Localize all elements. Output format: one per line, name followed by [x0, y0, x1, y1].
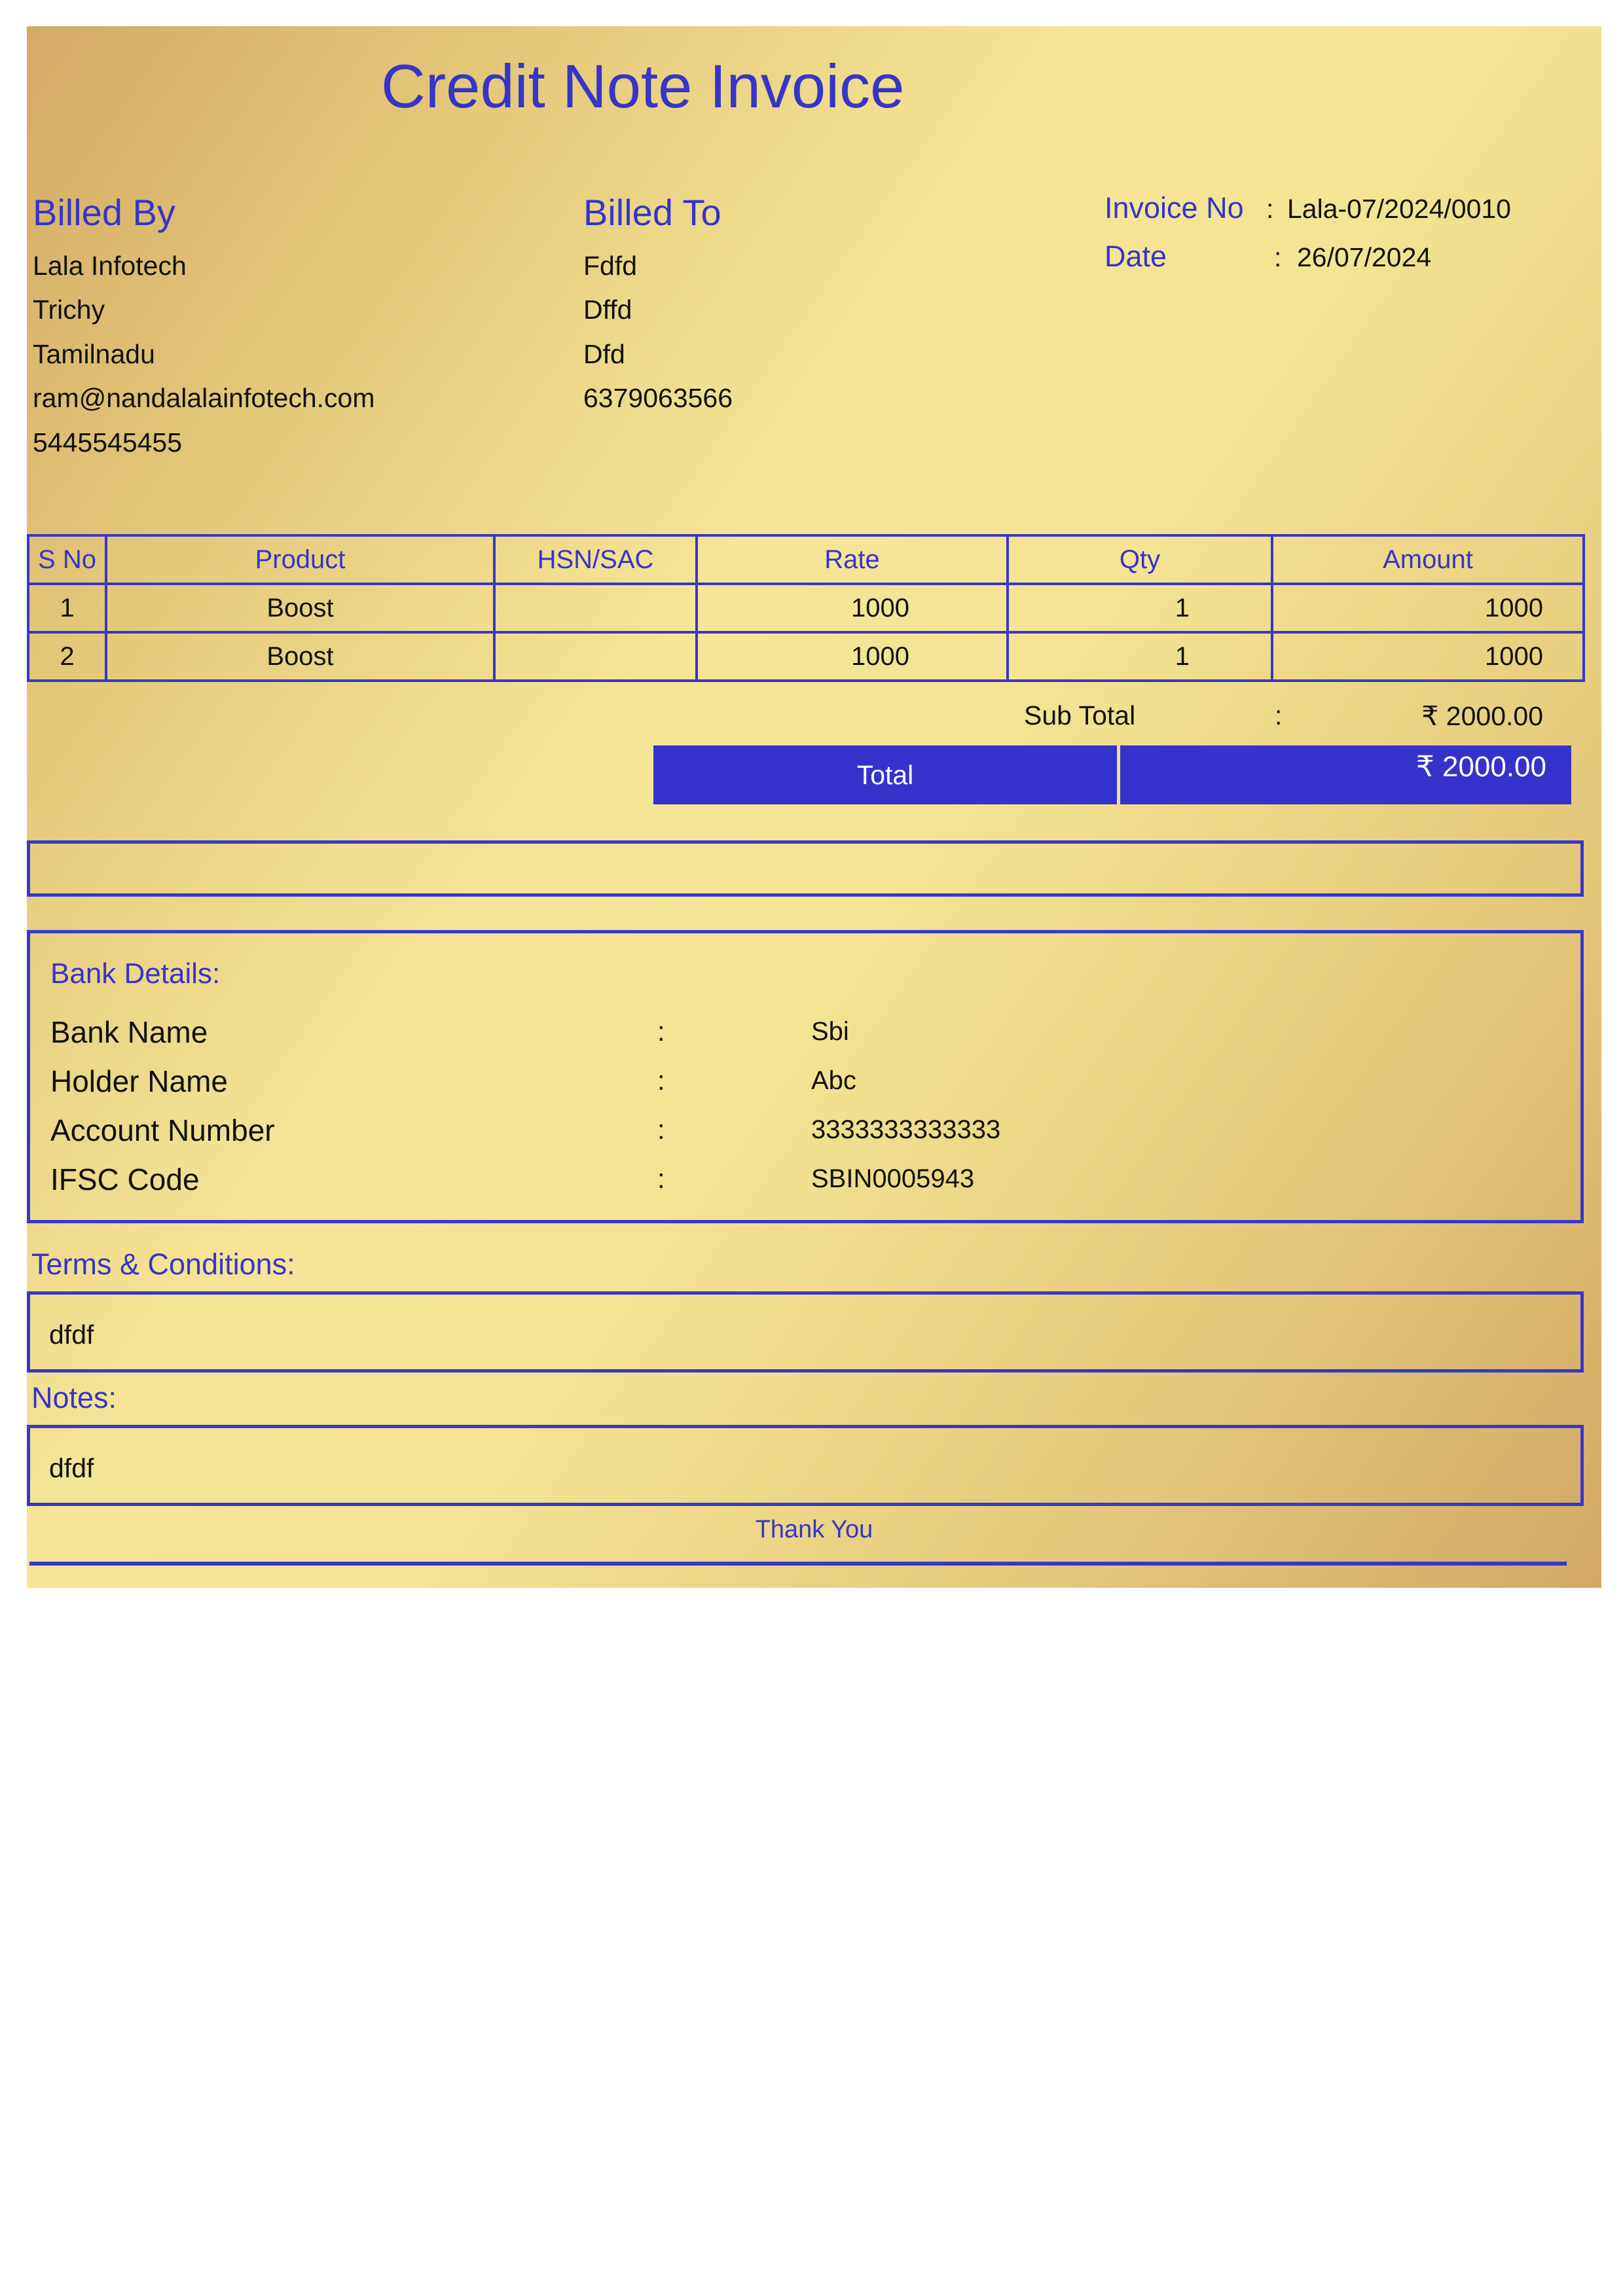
header-rate: Rate — [697, 535, 1008, 584]
billed-by-heading: Billed By — [33, 192, 175, 233]
cell-rate: 1000 — [697, 632, 1008, 681]
terms-box — [27, 1291, 1584, 1372]
cell-qty: 1 — [1008, 632, 1272, 681]
invoice-no-label: Invoice No — [1104, 191, 1244, 224]
cell-product: Boost — [106, 584, 494, 632]
terms-text: dfdf — [49, 1319, 94, 1350]
date-colon: : — [1274, 242, 1282, 272]
total-value-cell: ₹ 2000.00 — [1120, 745, 1571, 804]
notes-heading: Notes: — [31, 1381, 117, 1414]
cell-rate: 1000 — [697, 584, 1008, 632]
ifsc-code-colon: : — [657, 1163, 665, 1194]
footer-divider — [29, 1562, 1567, 1566]
bank-name-value: Sbi — [811, 1017, 849, 1046]
cell-hsn-sac — [494, 584, 697, 632]
subtotal-label: Sub Total — [1024, 700, 1136, 730]
billed-to-phone: 6379063566 — [583, 383, 733, 413]
items-table — [27, 534, 1585, 682]
holder-name-colon: : — [657, 1065, 665, 1096]
billed-to-heading: Billed To — [583, 192, 721, 233]
notes-box — [27, 1425, 1584, 1506]
table-header-row — [28, 535, 1584, 584]
blank-info-box — [27, 840, 1584, 897]
table-row — [28, 584, 1584, 632]
cell-sno: 1 — [28, 584, 106, 632]
billed-to-name: Fdfd — [583, 251, 638, 281]
header-amount: Amount — [1272, 535, 1584, 584]
cell-sno: 2 — [28, 632, 106, 681]
cell-amount: 1000 — [1272, 632, 1584, 681]
billed-by-phone: 5445545455 — [33, 427, 183, 457]
cell-qty: 1 — [1008, 584, 1272, 632]
page-title: Credit Note Invoice — [381, 52, 905, 120]
billed-by-city: Trichy — [33, 295, 105, 325]
holder-name-label: Holder Name — [50, 1064, 228, 1098]
header-product: Product — [106, 535, 494, 584]
account-number-value: 3333333333333 — [811, 1115, 1001, 1144]
ifsc-code-label: IFSC Code — [50, 1162, 200, 1196]
ifsc-code-value: SBIN0005943 — [811, 1164, 975, 1193]
bank-name-label: Bank Name — [50, 1015, 208, 1049]
billed-to-address-1: Dffd — [583, 295, 632, 325]
date-label: Date — [1104, 240, 1167, 273]
header-hsn-sac: HSN/SAC — [494, 535, 697, 584]
bank-details-heading: Bank Details: — [50, 958, 221, 990]
total-label-cell: Total — [653, 745, 1117, 804]
invoice-no-value: Lala-07/2024/0010 — [1287, 194, 1511, 224]
invoice-no-colon: : — [1266, 194, 1274, 224]
cell-product: Boost — [106, 632, 494, 681]
billed-by-state: Tamilnadu — [33, 339, 155, 369]
invoice-sheet — [27, 26, 1601, 1588]
header-qty: Qty — [1008, 535, 1272, 584]
billed-by-name: Lala Infotech — [33, 251, 187, 281]
thank-you-text: Thank You — [755, 1516, 873, 1543]
account-number-label: Account Number — [50, 1113, 275, 1147]
account-number-colon: : — [657, 1114, 665, 1145]
terms-heading: Terms & Conditions: — [31, 1247, 295, 1281]
date-value: 26/07/2024 — [1297, 242, 1432, 272]
cell-hsn-sac — [494, 632, 697, 681]
subtotal-value: ₹ 2000.00 — [1421, 701, 1543, 731]
subtotal-colon: : — [1275, 700, 1283, 730]
header-sno: S No — [28, 535, 106, 584]
holder-name-value: Abc — [811, 1066, 856, 1095]
bank-details-box — [27, 930, 1584, 1223]
notes-text: dfdf — [49, 1453, 94, 1483]
billed-to-address-2: Dfd — [583, 339, 625, 369]
billed-by-email: ram@nandalalainfotech.com — [33, 383, 375, 413]
table-row — [28, 632, 1584, 681]
cell-amount: 1000 — [1272, 584, 1584, 632]
bank-name-colon: : — [657, 1016, 665, 1047]
